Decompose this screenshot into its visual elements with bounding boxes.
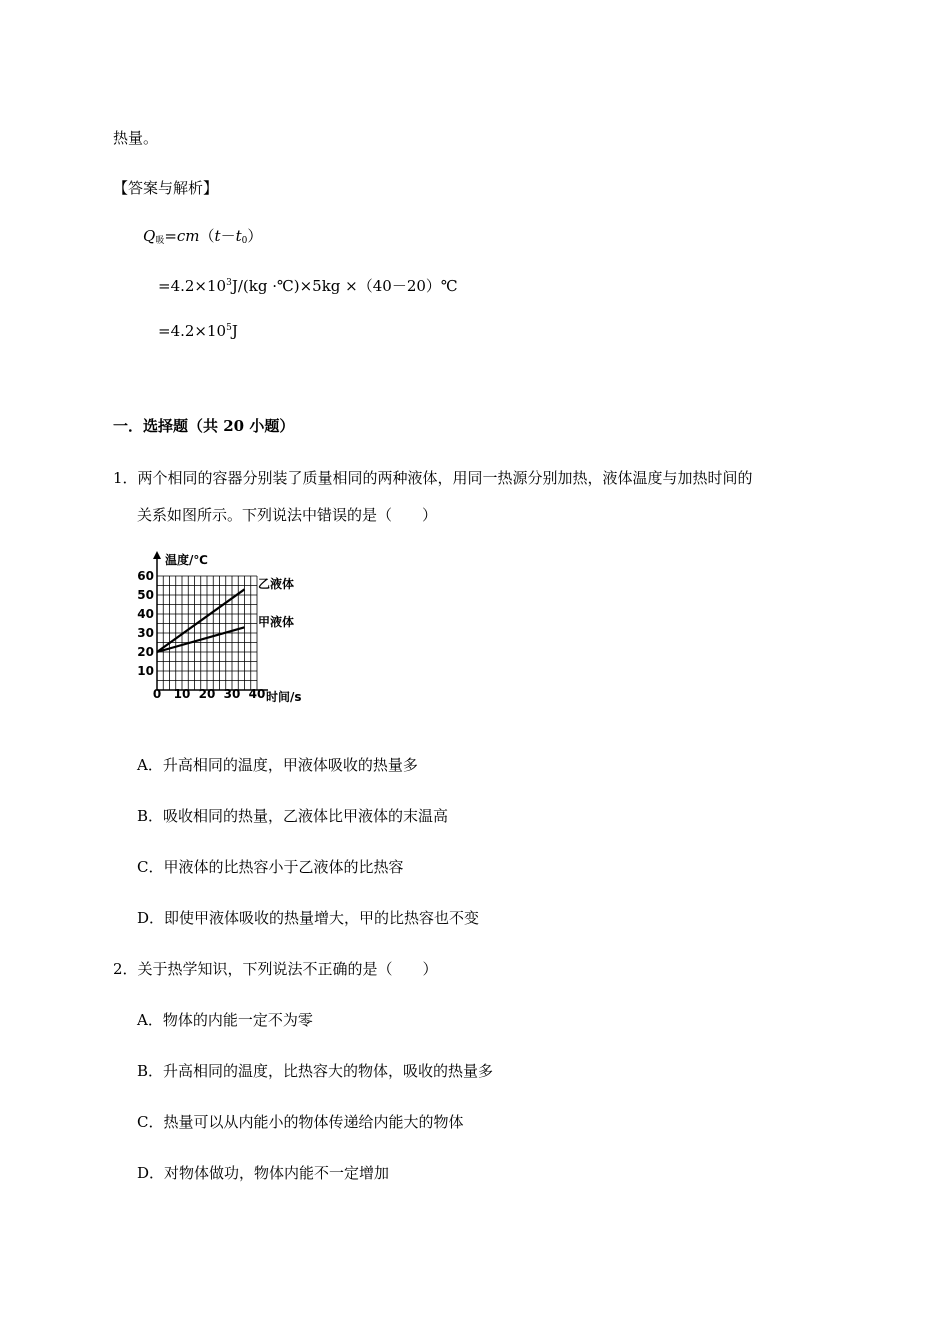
q1-stem-line1: 1．两个相同的容器分别装了质量相同的两种液体，用同一热源分别加热，液体温度与加热时间的: [113, 469, 753, 487]
step2-b: J: [231, 322, 238, 340]
section-title: 一．选择题（共 20 小题）: [113, 417, 295, 435]
formula-t: t: [214, 227, 221, 245]
x-tick-label: 20: [198, 687, 216, 701]
series-label-yi: 乙液体: [258, 577, 295, 591]
formula-t0: t: [235, 227, 242, 245]
x-axis-label: 时间/s: [266, 690, 302, 704]
formula-cm: cm: [176, 227, 200, 245]
q2-option-d: D．对物体做功，物体内能不一定增加: [137, 1164, 390, 1182]
y-axis-label: 温度/℃: [165, 553, 208, 567]
step1-sup: 3: [226, 278, 232, 288]
series-label-jia: 甲液体: [258, 615, 295, 629]
x-tick-label: 30: [223, 687, 241, 701]
q2-option-b: B．升高相同的温度，比热容大的物体，吸收的热量多: [137, 1062, 494, 1080]
answer-heading: 【答案与解析】: [113, 179, 219, 197]
step2-a: =4.2×10: [158, 322, 227, 340]
q1-option-c: C．甲液体的比热容小于乙液体的比热容: [137, 858, 404, 876]
q2-option-a: A．物体的内能一定不为零: [137, 1011, 313, 1029]
y-tick-label: 30: [137, 626, 154, 640]
formula-lp: （: [199, 227, 215, 245]
formula-rp: ）: [247, 227, 263, 245]
q1-option-d: D．即使甲液体吸收的热量增大，甲的比热容也不变: [137, 909, 480, 927]
step1-a: =4.2×10: [158, 277, 227, 295]
x-tick-label: 40: [248, 687, 266, 701]
y-axis-arrow: [153, 551, 161, 559]
q2-stem: 2．关于热学知识，下列说法不正确的是（ ）: [113, 960, 438, 978]
answer-step2: [158, 318, 238, 341]
answer-step1: [158, 273, 458, 296]
step2-sup: 5: [226, 323, 232, 333]
step1-b: J/(kg ·℃)×5kg ×（40－20）℃: [231, 277, 458, 295]
intro-tail: 热量。: [113, 129, 159, 147]
q1-option-a: A．升高相同的温度，甲液体吸收的热量多: [137, 756, 418, 774]
formula-t0-sub: 0: [241, 236, 248, 246]
formula-eq: =: [164, 227, 177, 245]
y-tick-label: 40: [137, 607, 154, 621]
y-tick-label: 60: [137, 569, 154, 583]
q1-option-b: B．吸收相同的热量，乙液体比甲液体的末温高: [137, 807, 449, 825]
x-tick-label: 10: [173, 687, 191, 701]
q1-chart: [130, 548, 330, 704]
q2-option-c: C．热量可以从内能小的物体传递给内能大的物体: [137, 1113, 464, 1131]
y-tick-label: 50: [137, 588, 154, 602]
chart-grid: [157, 576, 257, 690]
y-tick-label: 20: [137, 645, 154, 659]
y-tick-label: 10: [137, 664, 154, 678]
formula-q: Q: [143, 227, 156, 245]
formula-q-sub: 吸: [155, 236, 165, 246]
formula-minus: －: [220, 227, 236, 245]
q1-stem-line2: 关系如图所示。下列说法中错误的是（ ）: [137, 506, 438, 524]
x-tick-label: 0: [152, 687, 162, 701]
answer-formula: [143, 226, 262, 251]
